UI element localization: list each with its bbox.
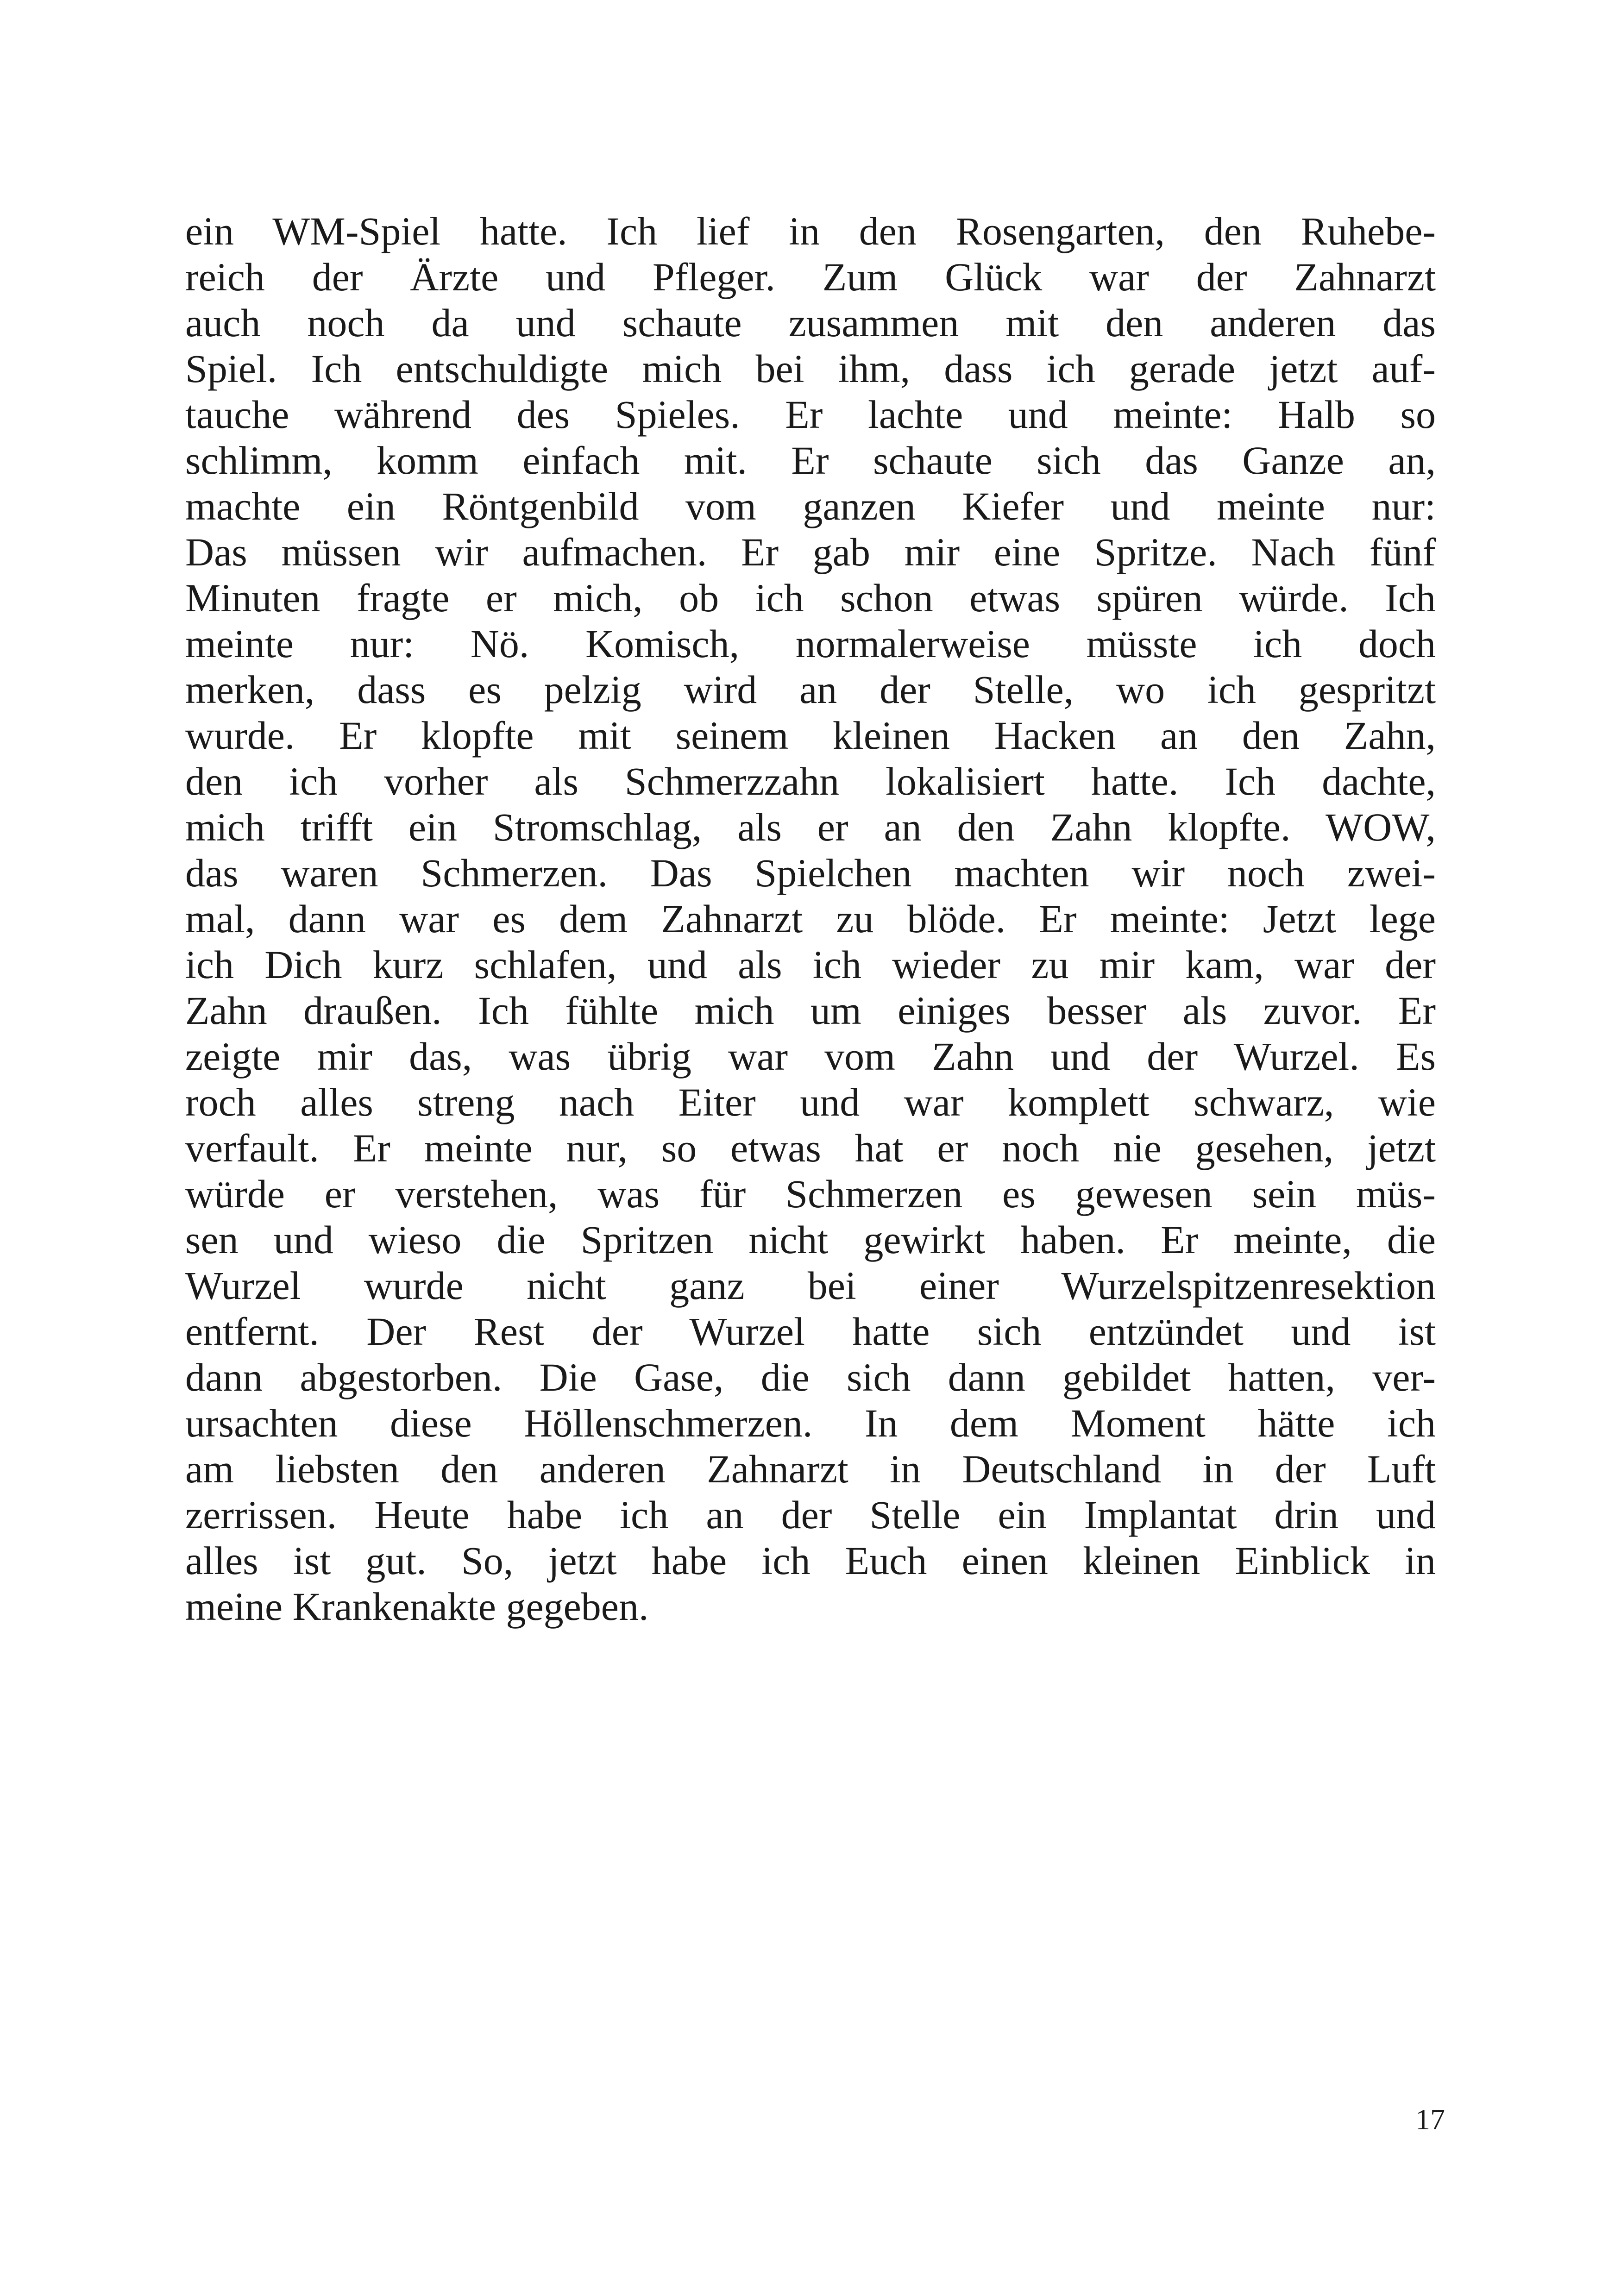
text-line: Das müssen wir aufmachen. Er gab mir eine Spritze. Nach fünf [185,530,1436,574]
text-line: schlimm, komm einfach mit. Er schaute sich das Ganze an, [185,438,1436,483]
text-line: mal, dann war es dem Zahnarzt zu blöde. Er meinte: Jetzt lege [185,897,1436,941]
text-line: ich Dich kurz schlafen, und als ich wieder zu mir kam, war der [185,942,1436,987]
text-line: ein WM-Spiel hatte. Ich lief in den Rosengarten, den Ruhebe- [185,209,1436,253]
body-text [185,208,1436,1630]
text-line: entfernt. Der Rest der Wurzel hatte sich entzündet und ist [185,1309,1436,1354]
text-line: meinte nur: Nö. Komisch, normalerweise müsste ich doch [185,621,1436,666]
text-line: machte ein Röntgenbild vom ganzen Kiefer und meinte nur: [185,484,1436,528]
text-line: meine Krankenakte gegeben. [185,1584,649,1629]
text-line: roch alles streng nach Eiter und war komplett schwarz, wie [185,1080,1436,1124]
text-line: zeigte mir das, was übrig war vom Zahn und der Wurzel. Es [185,1034,1436,1079]
text-line: sen und wieso die Spritzen nicht gewirkt haben. Er meinte, die [185,1217,1436,1262]
text-line: reich der Ärzte und Pfleger. Zum Glück war der Zahnarzt [185,255,1436,299]
text-line: dann abgestorben. Die Gase, die sich dann gebildet hatten, ver- [185,1355,1436,1399]
text-line: Minuten fragte er mich, ob ich schon etwas spüren würde. Ich [185,576,1436,620]
text-line: Zahn draußen. Ich fühlte mich um einiges besser als zuvor. Er [185,988,1436,1033]
text-line: wurde. Er klopfte mit seinem kleinen Hacken an den Zahn, [185,713,1436,758]
text-line: das waren Schmerzen. Das Spielchen machten wir noch zwei- [185,851,1436,895]
text-line: mich trifft ein Stromschlag, als er an den Zahn klopfte. WOW, [185,805,1436,849]
text-line: Spiel. Ich entschuldigte mich bei ihm, dass ich gerade jetzt auf- [185,346,1436,391]
text-line: alles ist gut. So, jetzt habe ich Euch einen kleinen Einblick in [185,1538,1436,1583]
text-line: zerrissen. Heute habe ich an der Stelle ein Implantat drin und [185,1493,1436,1537]
text-line: würde er verstehen, was für Schmerzen es gewesen sein müs- [185,1172,1436,1216]
text-line: ursachten diese Höllenschmerzen. In dem Moment hätte ich [185,1401,1436,1445]
text-line: Wurzel wurde nicht ganz bei einer Wurzelspitzenresektion [185,1263,1436,1308]
text-line: den ich vorher als Schmerzzahn lokalisiert hatte. Ich dachte, [185,759,1436,803]
text-line: am liebsten den anderen Zahnarzt in Deutschland in der Luft [185,1447,1436,1491]
text-line: verfault. Er meinte nur, so etwas hat er noch nie gesehen, jetzt [185,1126,1436,1170]
text-line: auch noch da und schaute zusammen mit den anderen das [185,301,1436,345]
text-line: merken, dass es pelzig wird an der Stelle, wo ich gespritzt [185,667,1436,712]
page-number: 17 [1415,2103,1445,2136]
text-line: tauche während des Spieles. Er lachte und meinte: Halb so [185,392,1436,437]
